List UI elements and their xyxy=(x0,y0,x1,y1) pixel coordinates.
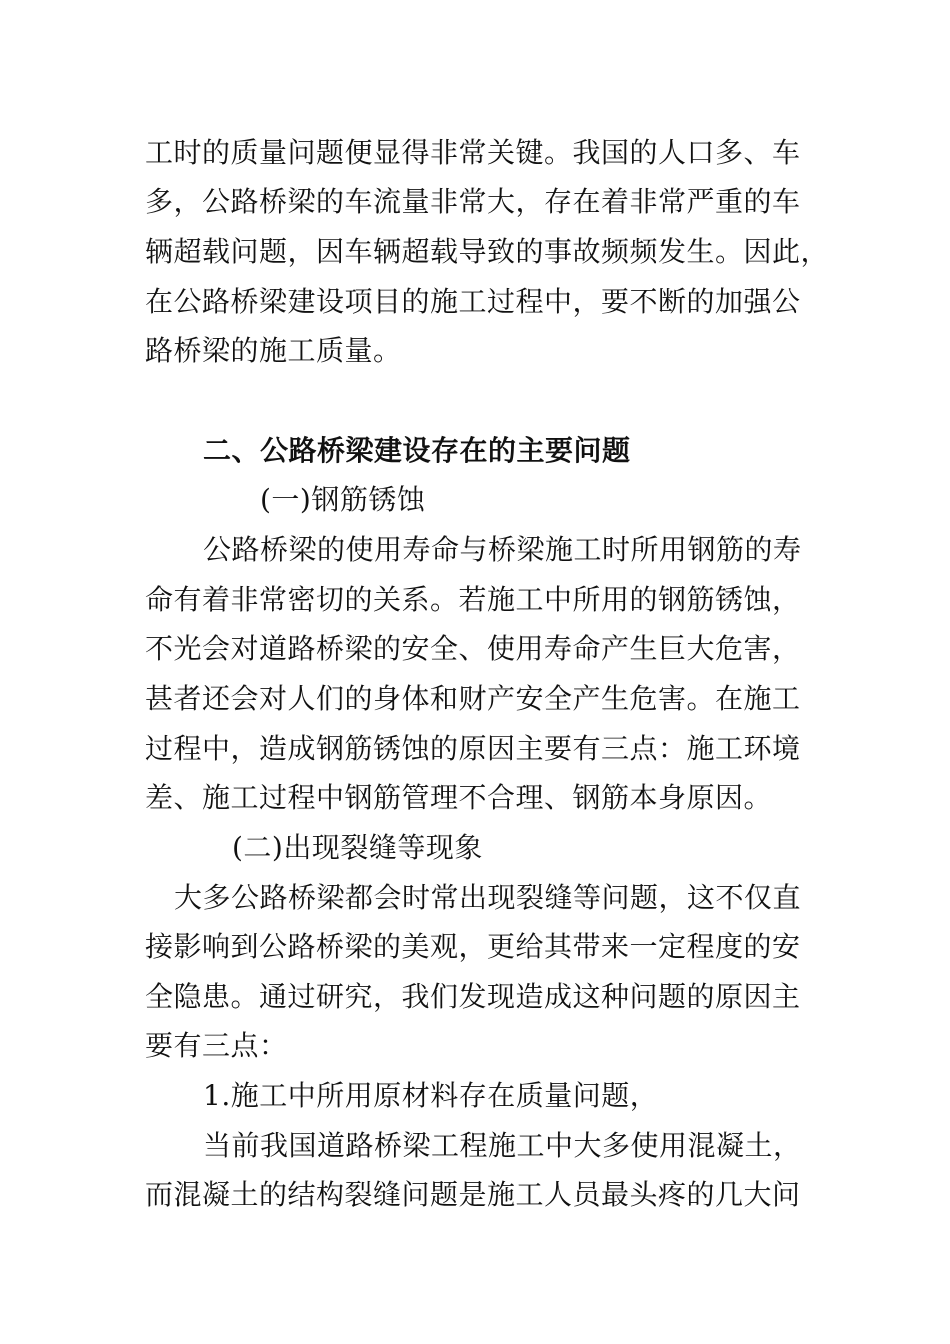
paragraph-1-line-3: 辆超载问题，因车辆超载导致的事故频频发生。因此， xyxy=(145,235,830,268)
paragraph-1-line-4: 在公路桥梁建设项目的施工过程中，要不断的加强公 xyxy=(145,285,801,318)
paragraph-2-line-5: 过程中，造成钢筋锈蚀的原因主要有三点：施工环境 xyxy=(145,732,801,765)
paragraph-1-line-2: 多，公路桥梁的车流量非常大，存在着非常严重的车 xyxy=(145,185,801,218)
paragraph-2-line-6: 差、施工过程中钢筋管理不合理、钢筋本身原因。 xyxy=(145,781,773,814)
paragraph-3-line-3: 全隐患。通过研究，我们发现造成这种问题的原因主 xyxy=(145,980,801,1013)
paragraph-3-line-2: 接影响到公路桥梁的美观，更给其带来一定程度的安 xyxy=(145,930,801,963)
paragraph-3-line-4: 要有三点： xyxy=(145,1029,288,1062)
paragraph-2-line-1: 公路桥梁的使用寿命与桥梁施工时所用钢筋的寿 xyxy=(203,533,802,566)
paragraph-2-line-3: 不光会对道路桥梁的安全、使用寿命产生巨大危害， xyxy=(145,632,801,665)
section-heading: 二、公路桥梁建设存在的主要问题 xyxy=(203,434,631,467)
paragraph-3-line-1: 大多公路桥梁都会时常出现裂缝等问题，这不仅直 xyxy=(174,881,802,914)
list-item-1: 1.施工中所用原材料存在质量问题， xyxy=(203,1079,659,1112)
paragraph-4-line-2: 而混凝土的结构裂缝问题是施工人员最头疼的几大问 xyxy=(145,1178,801,1211)
paragraph-4-line-1: 当前我国道路桥梁工程施工中大多使用混凝土， xyxy=(203,1129,802,1162)
subheading-2: (二)出现裂缝等现象 xyxy=(232,831,483,864)
paragraph-2-line-4: 甚者还会对人们的身体和财产安全产生危害。在施工 xyxy=(145,682,801,715)
subheading-1: (一)钢筋锈蚀 xyxy=(260,483,426,516)
paragraph-1-line-1: 工时的质量问题便显得非常关键。我国的人口多、车 xyxy=(145,136,801,169)
paragraph-2-line-2: 命有着非常密切的关系。若施工中所用的钢筋锈蚀， xyxy=(145,583,801,616)
paragraph-1-line-5: 路桥梁的施工质量。 xyxy=(145,334,402,367)
